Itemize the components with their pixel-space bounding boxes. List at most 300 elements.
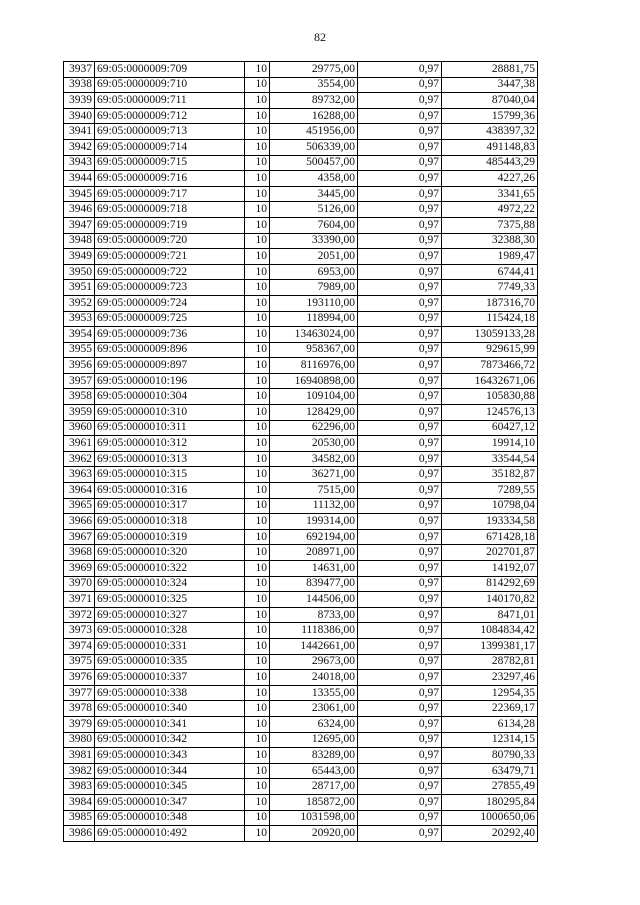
table-row [64,592,538,608]
coefficient-cell: 0,97 [358,514,442,530]
rate-cell: 10 [245,451,270,467]
rate-cell: 10 [245,794,270,810]
cadastral-number-cell: 69:05:0000010:337 [95,670,245,686]
area-cell: 20920,00 [270,826,358,842]
cadastral-number-cell: 69:05:0000009:718 [95,202,245,218]
table-row [64,451,538,467]
row-number-cell: 3974 [64,638,95,654]
row-number-cell: 3943 [64,155,95,171]
rate-cell: 10 [245,654,270,670]
rate-cell: 10 [245,623,270,639]
rate-cell: 10 [245,436,270,452]
table-row [64,77,538,93]
table-row [64,779,538,795]
cadastral-number-cell: 69:05:0000009:719 [95,217,245,233]
cadastral-number-cell: 69:05:0000009:897 [95,358,245,374]
value-cell: 12954,35 [442,685,538,701]
coefficient-cell: 0,97 [358,389,442,405]
area-cell: 14631,00 [270,561,358,577]
value-cell: 1000650,06 [442,810,538,826]
coefficient-cell: 0,97 [358,311,442,327]
table-row [64,545,538,561]
table-row [64,654,538,670]
cadastral-number-cell: 69:05:0000010:342 [95,732,245,748]
table-row [64,342,538,358]
rate-cell: 10 [245,732,270,748]
rate-cell: 10 [245,592,270,608]
table-row [64,514,538,530]
coefficient-cell: 0,97 [358,498,442,514]
area-cell: 1442661,00 [270,638,358,654]
table-row [64,327,538,343]
cadastral-number-cell: 69:05:0000009:709 [95,62,245,78]
table-row [64,794,538,810]
table-row [64,295,538,311]
coefficient-cell: 0,97 [358,529,442,545]
row-number-cell: 3950 [64,264,95,280]
cadastral-number-cell: 69:05:0000009:714 [95,139,245,155]
value-cell: 20292,40 [442,826,538,842]
area-cell: 109104,00 [270,389,358,405]
rate-cell: 10 [245,264,270,280]
row-number-cell: 3986 [64,826,95,842]
coefficient-cell: 0,97 [358,358,442,374]
coefficient-cell: 0,97 [358,670,442,686]
rate-cell: 10 [245,139,270,155]
value-cell: 80790,33 [442,748,538,764]
area-cell: 65443,00 [270,763,358,779]
coefficient-cell: 0,97 [358,561,442,577]
row-number-cell: 3958 [64,389,95,405]
area-cell: 839477,00 [270,576,358,592]
coefficient-cell: 0,97 [358,420,442,436]
rate-cell: 10 [245,217,270,233]
cadastral-number-cell: 69:05:0000010:324 [95,576,245,592]
table-row [64,638,538,654]
coefficient-cell: 0,97 [358,685,442,701]
cadastral-number-cell: 69:05:0000010:311 [95,420,245,436]
rate-cell: 10 [245,93,270,109]
value-cell: 33544,54 [442,451,538,467]
rate-cell: 10 [245,186,270,202]
rate-cell: 10 [245,62,270,78]
cadastral-number-cell: 69:05:0000010:492 [95,826,245,842]
table-row [64,405,538,421]
cadastral-number-cell: 69:05:0000010:340 [95,701,245,717]
rate-cell: 10 [245,171,270,187]
table-row [64,561,538,577]
area-cell: 1118386,00 [270,623,358,639]
cadastral-number-cell: 69:05:0000010:318 [95,514,245,530]
cadastral-number-cell: 69:05:0000010:317 [95,498,245,514]
table-row [64,436,538,452]
table-row [64,124,538,140]
table-row [64,483,538,499]
value-cell: 32388,30 [442,233,538,249]
area-cell: 8116976,00 [270,358,358,374]
row-number-cell: 3978 [64,701,95,717]
value-cell: 140170,82 [442,592,538,608]
value-cell: 7873466,72 [442,358,538,374]
row-number-cell: 3984 [64,794,95,810]
value-cell: 14192,07 [442,561,538,577]
coefficient-cell: 0,97 [358,373,442,389]
cadastral-number-cell: 69:05:0000010:316 [95,483,245,499]
value-cell: 491148,83 [442,139,538,155]
table-row [64,233,538,249]
row-number-cell: 3957 [64,373,95,389]
area-cell: 89732,00 [270,93,358,109]
rate-cell: 10 [245,514,270,530]
area-cell: 2051,00 [270,249,358,265]
value-cell: 814292,69 [442,576,538,592]
value-cell: 12314,15 [442,732,538,748]
table-row [64,701,538,717]
rate-cell: 10 [245,373,270,389]
area-cell: 185872,00 [270,794,358,810]
rate-cell: 10 [245,483,270,499]
coefficient-cell: 0,97 [358,576,442,592]
row-number-cell: 3944 [64,171,95,187]
table-row [64,420,538,436]
area-cell: 20530,00 [270,436,358,452]
value-cell: 27855,49 [442,779,538,795]
area-cell: 193110,00 [270,295,358,311]
row-number-cell: 3956 [64,358,95,374]
row-number-cell: 3937 [64,62,95,78]
coefficient-cell: 0,97 [358,436,442,452]
row-number-cell: 3941 [64,124,95,140]
rate-cell: 10 [245,810,270,826]
coefficient-cell: 0,97 [358,763,442,779]
cadastral-number-cell: 69:05:0000010:341 [95,716,245,732]
table-row [64,186,538,202]
rate-cell: 10 [245,327,270,343]
table-row [64,498,538,514]
cadastral-number-cell: 69:05:0000010:320 [95,545,245,561]
cadastral-number-cell: 69:05:0000009:712 [95,108,245,124]
value-cell: 1399381,17 [442,638,538,654]
rate-cell: 10 [245,638,270,654]
coefficient-cell: 0,97 [358,779,442,795]
area-cell: 128429,00 [270,405,358,421]
cadastral-number-cell: 69:05:0000009:722 [95,264,245,280]
cadastral-number-cell: 69:05:0000010:328 [95,623,245,639]
row-number-cell: 3965 [64,498,95,514]
coefficient-cell: 0,97 [358,748,442,764]
row-number-cell: 3976 [64,670,95,686]
cadastral-number-cell: 69:05:0000010:335 [95,654,245,670]
rate-cell: 10 [245,389,270,405]
cadastral-number-cell: 69:05:0000009:724 [95,295,245,311]
area-cell: 34582,00 [270,451,358,467]
row-number-cell: 3967 [64,529,95,545]
rate-cell: 10 [245,748,270,764]
value-cell: 19914,10 [442,436,538,452]
table-row [64,280,538,296]
coefficient-cell: 0,97 [358,810,442,826]
value-cell: 8471,01 [442,607,538,623]
area-cell: 1031598,00 [270,810,358,826]
area-cell: 7515,00 [270,483,358,499]
cadastral-number-cell: 69:05:0000010:304 [95,389,245,405]
area-cell: 36271,00 [270,467,358,483]
coefficient-cell: 0,97 [358,467,442,483]
row-number-cell: 3975 [64,654,95,670]
rate-cell: 10 [245,498,270,514]
row-number-cell: 3947 [64,217,95,233]
area-cell: 16940898,00 [270,373,358,389]
value-cell: 1084834,42 [442,623,538,639]
cadastral-number-cell: 69:05:0000009:720 [95,233,245,249]
value-cell: 87040,04 [442,93,538,109]
area-cell: 12695,00 [270,732,358,748]
table-row [64,264,538,280]
area-cell: 29673,00 [270,654,358,670]
coefficient-cell: 0,97 [358,217,442,233]
rate-cell: 10 [245,358,270,374]
coefficient-cell: 0,97 [358,124,442,140]
coefficient-cell: 0,97 [358,264,442,280]
row-number-cell: 3961 [64,436,95,452]
rate-cell: 10 [245,77,270,93]
value-cell: 187316,70 [442,295,538,311]
coefficient-cell: 0,97 [358,93,442,109]
area-cell: 6953,00 [270,264,358,280]
cadastral-number-cell: 69:05:0000010:331 [95,638,245,654]
table-row [64,155,538,171]
table-row [64,62,538,78]
coefficient-cell: 0,97 [358,826,442,842]
cadastral-number-cell: 69:05:0000009:723 [95,280,245,296]
row-number-cell: 3973 [64,623,95,639]
coefficient-cell: 0,97 [358,451,442,467]
area-cell: 692194,00 [270,529,358,545]
rate-cell: 10 [245,405,270,421]
cadastral-number-cell: 69:05:0000009:716 [95,171,245,187]
table-row [64,716,538,732]
rate-cell: 10 [245,779,270,795]
value-cell: 180295,84 [442,794,538,810]
row-number-cell: 3963 [64,467,95,483]
value-cell: 115424,18 [442,311,538,327]
row-number-cell: 3945 [64,186,95,202]
value-cell: 929615,99 [442,342,538,358]
area-cell: 24018,00 [270,670,358,686]
cadastral-number-cell: 69:05:0000010:312 [95,436,245,452]
table-row [64,670,538,686]
value-cell: 671428,18 [442,529,538,545]
area-cell: 118994,00 [270,311,358,327]
cadastral-number-cell: 69:05:0000010:196 [95,373,245,389]
value-cell: 438397,32 [442,124,538,140]
table-row [64,93,538,109]
area-cell: 144506,00 [270,592,358,608]
table-row [64,467,538,483]
cadastral-number-cell: 69:05:0000009:710 [95,77,245,93]
cadastral-number-cell: 69:05:0000010:325 [95,592,245,608]
row-number-cell: 3954 [64,327,95,343]
row-number-cell: 3959 [64,405,95,421]
area-cell: 83289,00 [270,748,358,764]
cadastral-number-cell: 69:05:0000009:721 [95,249,245,265]
table-row [64,685,538,701]
data-table [63,61,538,842]
area-cell: 28717,00 [270,779,358,795]
value-cell: 6134,28 [442,716,538,732]
coefficient-cell: 0,97 [358,638,442,654]
coefficient-cell: 0,97 [358,794,442,810]
cadastral-number-cell: 69:05:0000010:347 [95,794,245,810]
row-number-cell: 3953 [64,311,95,327]
row-number-cell: 3940 [64,108,95,124]
value-cell: 63479,71 [442,763,538,779]
row-number-cell: 3979 [64,716,95,732]
cadastral-number-cell: 69:05:0000010:319 [95,529,245,545]
area-cell: 208971,00 [270,545,358,561]
table-row [64,826,538,842]
row-number-cell: 3983 [64,779,95,795]
table-row [64,389,538,405]
table-row [64,249,538,265]
rate-cell: 10 [245,249,270,265]
row-number-cell: 3939 [64,93,95,109]
area-cell: 6324,00 [270,716,358,732]
coefficient-cell: 0,97 [358,186,442,202]
cadastral-number-cell: 69:05:0000010:345 [95,779,245,795]
cadastral-number-cell: 69:05:0000009:736 [95,327,245,343]
rate-cell: 10 [245,342,270,358]
area-cell: 4358,00 [270,171,358,187]
value-cell: 16432671,06 [442,373,538,389]
coefficient-cell: 0,97 [358,327,442,343]
area-cell: 13463024,00 [270,327,358,343]
value-cell: 7289,55 [442,483,538,499]
value-cell: 23297,46 [442,670,538,686]
cadastral-number-cell: 69:05:0000010:338 [95,685,245,701]
cadastral-number-cell: 69:05:0000009:717 [95,186,245,202]
rate-cell: 10 [245,467,270,483]
cadastral-number-cell: 69:05:0000009:725 [95,311,245,327]
row-number-cell: 3980 [64,732,95,748]
coefficient-cell: 0,97 [358,405,442,421]
value-cell: 1989,47 [442,249,538,265]
coefficient-cell: 0,97 [358,62,442,78]
rate-cell: 10 [245,108,270,124]
area-cell: 11132,00 [270,498,358,514]
area-cell: 506339,00 [270,139,358,155]
table-row [64,732,538,748]
area-cell: 7604,00 [270,217,358,233]
row-number-cell: 3969 [64,561,95,577]
row-number-cell: 3951 [64,280,95,296]
table-row [64,217,538,233]
rate-cell: 10 [245,670,270,686]
cadastral-number-cell: 69:05:0000010:322 [95,561,245,577]
table-row [64,311,538,327]
area-cell: 23061,00 [270,701,358,717]
row-number-cell: 3966 [64,514,95,530]
coefficient-cell: 0,97 [358,280,442,296]
rate-cell: 10 [245,763,270,779]
area-cell: 33390,00 [270,233,358,249]
table-row [64,202,538,218]
row-number-cell: 3946 [64,202,95,218]
value-cell: 202701,87 [442,545,538,561]
cadastral-number-cell: 69:05:0000009:711 [95,93,245,109]
cadastral-number-cell: 69:05:0000010:310 [95,405,245,421]
cadastral-number-cell: 69:05:0000010:315 [95,467,245,483]
value-cell: 124576,13 [442,405,538,421]
cadastral-number-cell: 69:05:0000009:896 [95,342,245,358]
value-cell: 35182,87 [442,467,538,483]
value-cell: 4227,26 [442,171,538,187]
row-number-cell: 3955 [64,342,95,358]
area-cell: 8733,00 [270,607,358,623]
rate-cell: 10 [245,685,270,701]
coefficient-cell: 0,97 [358,139,442,155]
coefficient-cell: 0,97 [358,295,442,311]
rate-cell: 10 [245,420,270,436]
value-cell: 22369,17 [442,701,538,717]
table-row [64,748,538,764]
rate-cell: 10 [245,295,270,311]
cadastral-number-cell: 69:05:0000010:348 [95,810,245,826]
rate-cell: 10 [245,701,270,717]
value-cell: 485443,29 [442,155,538,171]
value-cell: 28881,75 [442,62,538,78]
cadastral-number-cell: 69:05:0000010:327 [95,607,245,623]
row-number-cell: 3938 [64,77,95,93]
coefficient-cell: 0,97 [358,171,442,187]
table-row [64,576,538,592]
table-row [64,607,538,623]
value-cell: 60427,12 [442,420,538,436]
row-number-cell: 3968 [64,545,95,561]
rate-cell: 10 [245,124,270,140]
row-number-cell: 3948 [64,233,95,249]
area-cell: 451956,00 [270,124,358,140]
value-cell: 7749,33 [442,280,538,296]
rate-cell: 10 [245,826,270,842]
row-number-cell: 3981 [64,748,95,764]
cadastral-number-cell: 69:05:0000009:715 [95,155,245,171]
value-cell: 10798,04 [442,498,538,514]
coefficient-cell: 0,97 [358,342,442,358]
area-cell: 29775,00 [270,62,358,78]
table-body [64,62,538,842]
area-cell: 5126,00 [270,202,358,218]
row-number-cell: 3949 [64,249,95,265]
coefficient-cell: 0,97 [358,108,442,124]
coefficient-cell: 0,97 [358,607,442,623]
value-cell: 3447,38 [442,77,538,93]
coefficient-cell: 0,97 [358,483,442,499]
area-cell: 7989,00 [270,280,358,296]
row-number-cell: 3960 [64,420,95,436]
area-cell: 500457,00 [270,155,358,171]
coefficient-cell: 0,97 [358,233,442,249]
coefficient-cell: 0,97 [358,545,442,561]
table-row [64,529,538,545]
rate-cell: 10 [245,561,270,577]
coefficient-cell: 0,97 [358,155,442,171]
cadastral-number-cell: 69:05:0000010:313 [95,451,245,467]
row-number-cell: 3972 [64,607,95,623]
table-row [64,171,538,187]
table-row [64,139,538,155]
area-cell: 958367,00 [270,342,358,358]
